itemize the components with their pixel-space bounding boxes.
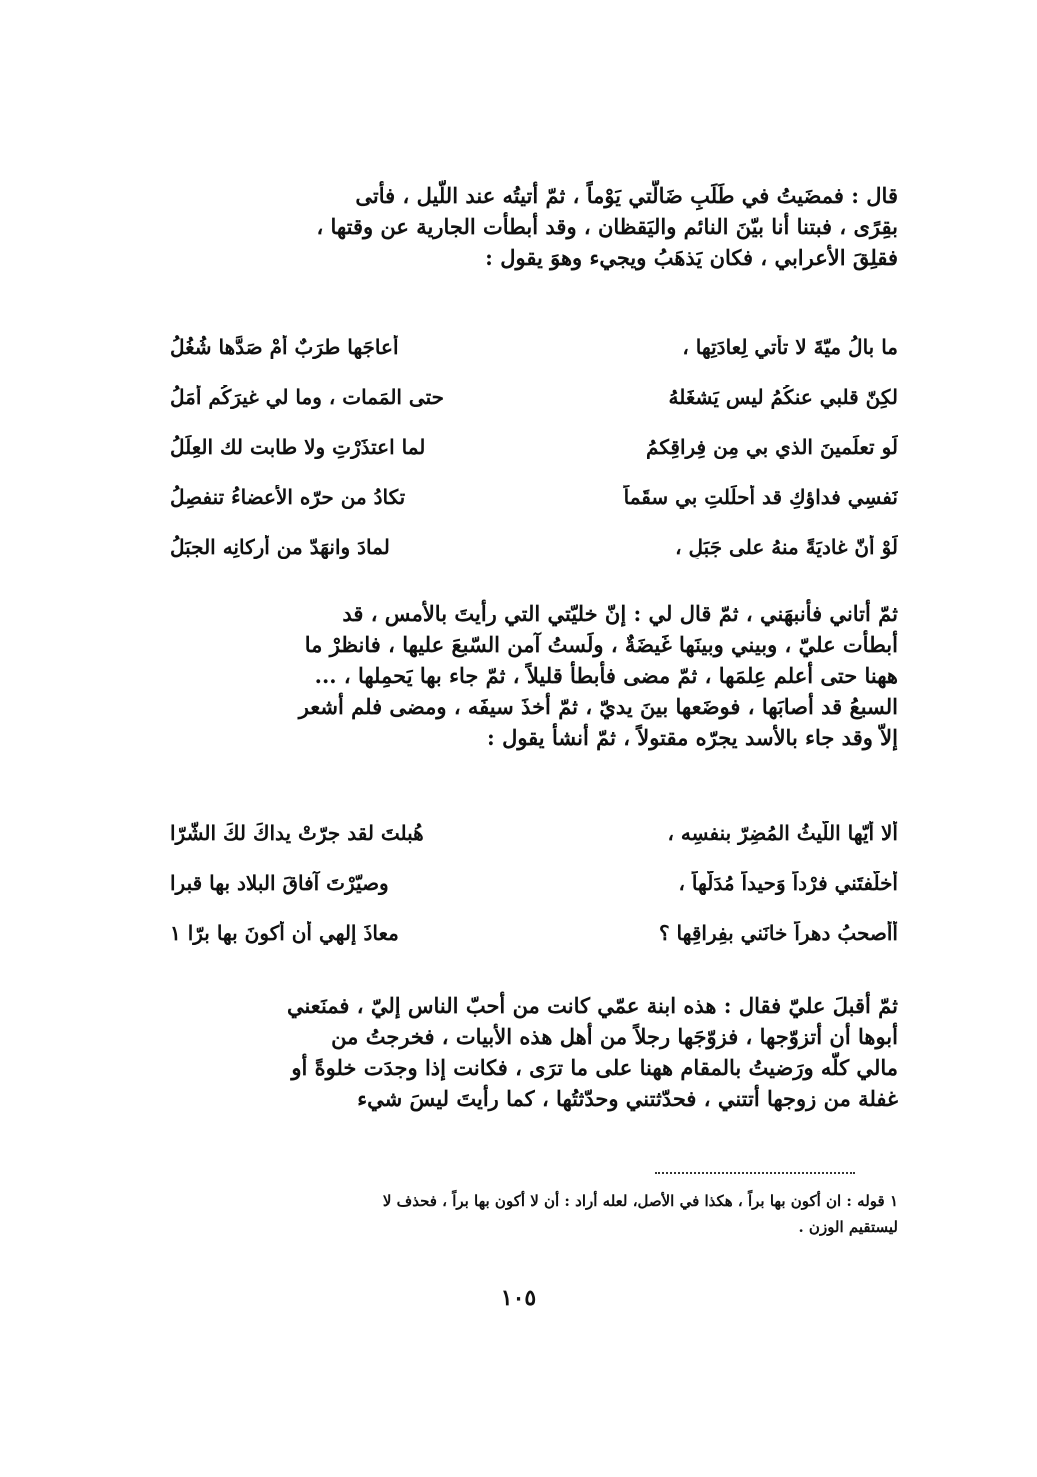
verse-second-hemistich: هُبلتَ لقد جرّتْ يداكَ لكَ الشّرّا bbox=[170, 821, 424, 845]
verse-line bbox=[170, 808, 898, 858]
paragraph-2 bbox=[170, 598, 898, 753]
verse-second-hemistich: وصيّرْتَ آفاقَ البلاد بها قبرا bbox=[170, 871, 389, 895]
poem-2 bbox=[170, 808, 898, 958]
verse-second-hemistich: لما اعتذَرْتِ ولا طابت لك العِلَلُ bbox=[170, 435, 426, 459]
footnote bbox=[170, 1188, 898, 1240]
text-line: غفلة من زوجها أتتني ، فحدّثتني وحدّثتُها ، كما رأيتَ ليسَ شيء bbox=[357, 1086, 898, 1111]
verse-line bbox=[170, 372, 898, 422]
page-number: ١٠٥ bbox=[500, 1285, 537, 1311]
text-line: مالي كلّه ورَضيتُ بالمقام ههنا على ما ترَى ، فكانت إذا وجدَت خلوةً أو bbox=[291, 1055, 898, 1080]
text-line: قال : فمضَيتُ في طَلَبِ ضَالَّتي يَوْماً ، ثمّ أتيتُه عند اللّيل ، فأتى bbox=[355, 183, 898, 208]
verse-first-hemistich: لكِنّ قلبي عنكُمُ ليس يَشغَلهُ bbox=[668, 385, 898, 409]
verse-second-hemistich: تكادُ من حرّه الأعضاءُ تنفصِلُ bbox=[170, 485, 406, 509]
text-line: ههنا حتى أعلم عِلمَها ، ثمّ مضى فأبطأ قليلاً ، ثمّ جاء بها يَحمِلها ، ... bbox=[314, 663, 898, 688]
footnote-line: ليستقيم الوزن . bbox=[798, 1218, 898, 1236]
text-line: إلاّ وقد جاء بالأسد يجرّه مقتولاً ، ثمّ أنشأ يقول : bbox=[487, 725, 898, 750]
text-line: بقِرًى ، فبتنا أنا بيّنَ النائم واليَقظان ، وقد أبطأت الجارية عن وقتها ، bbox=[316, 214, 898, 239]
text-line: أبطأت عليّ ، وبيني وبينَها غَيضَةٌ ، ولَستُ آمن السّبعَ عليها ، فانظرْ ما bbox=[304, 632, 898, 657]
verse-first-hemistich: ألا أيّها اللّيثُ المُضِرّ بنفسِه ، bbox=[667, 821, 898, 845]
verse-line bbox=[170, 472, 898, 522]
verse-second-hemistich: حتى المَمات ، وما لي غيرَكُم أمَلُ bbox=[170, 385, 445, 409]
verse-second-hemistich: لمادَ وانهَدّ من أركانِه الجبَلُ bbox=[170, 535, 390, 559]
poem-1 bbox=[170, 322, 898, 572]
text-line: ثمّ أتاني فأنبهَني ، ثمّ قال لي : إنّ خليّتي التي رأيتَ بالأمس ، قد bbox=[342, 601, 898, 626]
verse-second-hemistich: أعاجَها طرَبٌ أمْ صَدَّها شُغُلُ bbox=[170, 335, 399, 359]
verse-first-hemistich: أخلّفتَني فرْداً وَحيداً مُدَلَّهاً ، bbox=[678, 871, 898, 895]
verse-first-hemistich: ما بالُ ميّةَ لا تأتي لِعادَتِها ، bbox=[682, 335, 898, 359]
paragraph-1 bbox=[170, 180, 898, 273]
footnote-separator bbox=[655, 1172, 855, 1174]
verse-line bbox=[170, 322, 898, 372]
verse-first-hemistich: لَوْ أنّ غاديَةً منهُ على جَبَلٍ ، bbox=[675, 535, 898, 559]
verse-first-hemistich: أأصحبُ دهراً خانَني بفِراقِها ؟ bbox=[658, 921, 898, 945]
verse-line bbox=[170, 908, 898, 958]
text-line: السبعُ قد أصابَها ، فوضَعها بينَ يديّ ، ثمّ أخذَ سيفَه ، ومضى فلم أشعر bbox=[298, 694, 898, 719]
text-line: أبوها أن أتزوّجها ، فزوّجَها رجلاً من أهل هذه الأبيات ، فخرجتُ من bbox=[331, 1024, 898, 1049]
text-line: ثمّ أقبلَ عليّ فقال : هذه ابنة عمّي كانت من أحبّ الناس إليّ ، فمنَعني bbox=[286, 993, 898, 1018]
verse-second-hemistich: معاذَ إلهي أن أكونَ بها برّا ١ bbox=[170, 921, 399, 945]
verse-first-hemistich: نَفسِي فداؤكِ قد أحلَلتِ بي سقَماً bbox=[623, 485, 898, 509]
verse-first-hemistich: لَو تعلَمينَ الذي بي مِن فِراقِكمُ bbox=[646, 435, 898, 459]
verse-line bbox=[170, 522, 898, 572]
text-line: فقلِقَ الأعرابي ، فكان يَذهَبُ ويجيء وهوَ يقول : bbox=[485, 245, 898, 270]
paragraph-3 bbox=[170, 990, 898, 1114]
footnote-line: ١ قوله : ان أكون بها براً ، هكذا في الأصل، لعله أراد : أن لا أكون بها براً ، فحذف لا bbox=[382, 1192, 898, 1210]
verse-line bbox=[170, 422, 898, 472]
verse-line bbox=[170, 858, 898, 908]
